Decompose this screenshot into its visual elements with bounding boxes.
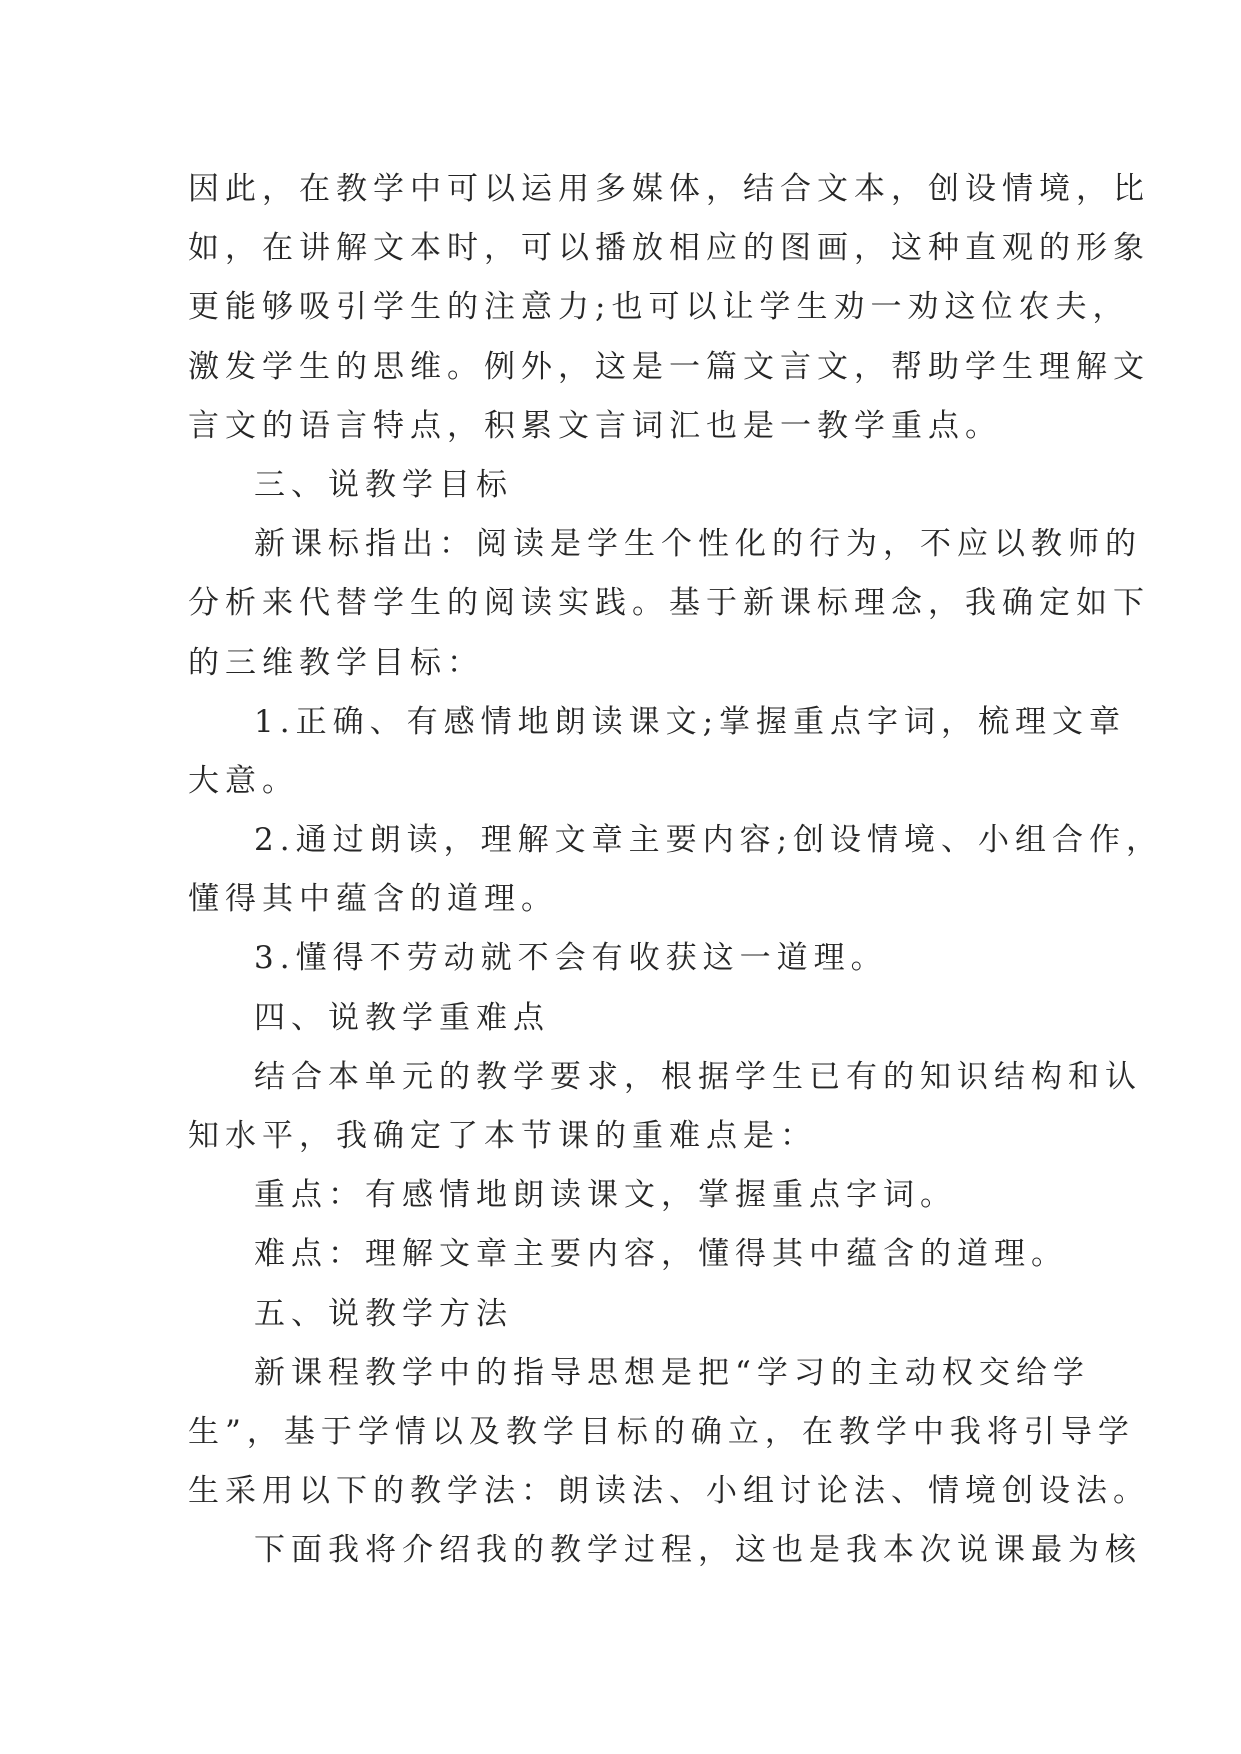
text-line: 的三维教学目标： (188, 644, 484, 681)
list-item: 1.正确、有感情地朗读课文;掌握重点字词，梳理文章 (254, 703, 1127, 740)
text-line: 重点：有感情地朗读课文，掌握重点字词。 (254, 1177, 957, 1214)
text-line: 生采用以下的教学法：朗读法、小组讨论法、情境创设法。 (188, 1473, 1150, 1510)
text-line: 懂得其中蕴含的道理。 (188, 881, 558, 918)
text-line: 如，在讲解文本时，可以播放相应的图画，这种直观的形象 (188, 230, 1150, 267)
text-line: 激发学生的思维。例外，这是一篇文言文，帮助学生理解文 (188, 348, 1150, 385)
section-heading: 四、说教学重难点 (254, 999, 550, 1036)
text-line: 下面我将介绍我的教学过程，这也是我本次说课最为核 (254, 1532, 1142, 1569)
text-line: 生”，基于学情以及教学目标的确立，在教学中我将引导学 (188, 1413, 1135, 1450)
text-line: 新课程教学中的指导思想是把“学习的主动权交给学 (254, 1354, 1090, 1391)
text-line: 知水平，我确定了本节课的重难点是： (188, 1118, 817, 1154)
text-line: 分析来代替学生的阅读实践。基于新课标理念，我确定如下 (188, 585, 1150, 622)
list-item: 2.通过朗读，理解文章主要内容;创设情境、小组合作， (254, 822, 1164, 859)
document-body (188, 160, 1164, 1581)
section-heading: 三、说教学目标 (254, 466, 513, 503)
text-line: 新课标指出：阅读是学生个性化的行为，不应以教师的 (254, 526, 1142, 563)
text-line: 难点：理解文章主要内容，懂得其中蕴含的道理。 (254, 1236, 1068, 1273)
text-line: 因此，在教学中可以运用多媒体，结合文本，创设情境，比 (188, 171, 1150, 207)
text-line: 更能够吸引学生的注意力;也可以让学生劝一劝这位农夫， (188, 289, 1130, 326)
list-item: 3.懂得不劳动就不会有收获这一道理。 (254, 940, 888, 977)
text-line: 言文的语言特点，积累文言词汇也是一教学重点。 (188, 407, 1002, 444)
text-line: 大意。 (188, 762, 299, 799)
text-line: 结合本单元的教学要求，根据学生已有的知识结构和认 (254, 1058, 1142, 1095)
section-heading: 五、说教学方法 (254, 1295, 513, 1332)
